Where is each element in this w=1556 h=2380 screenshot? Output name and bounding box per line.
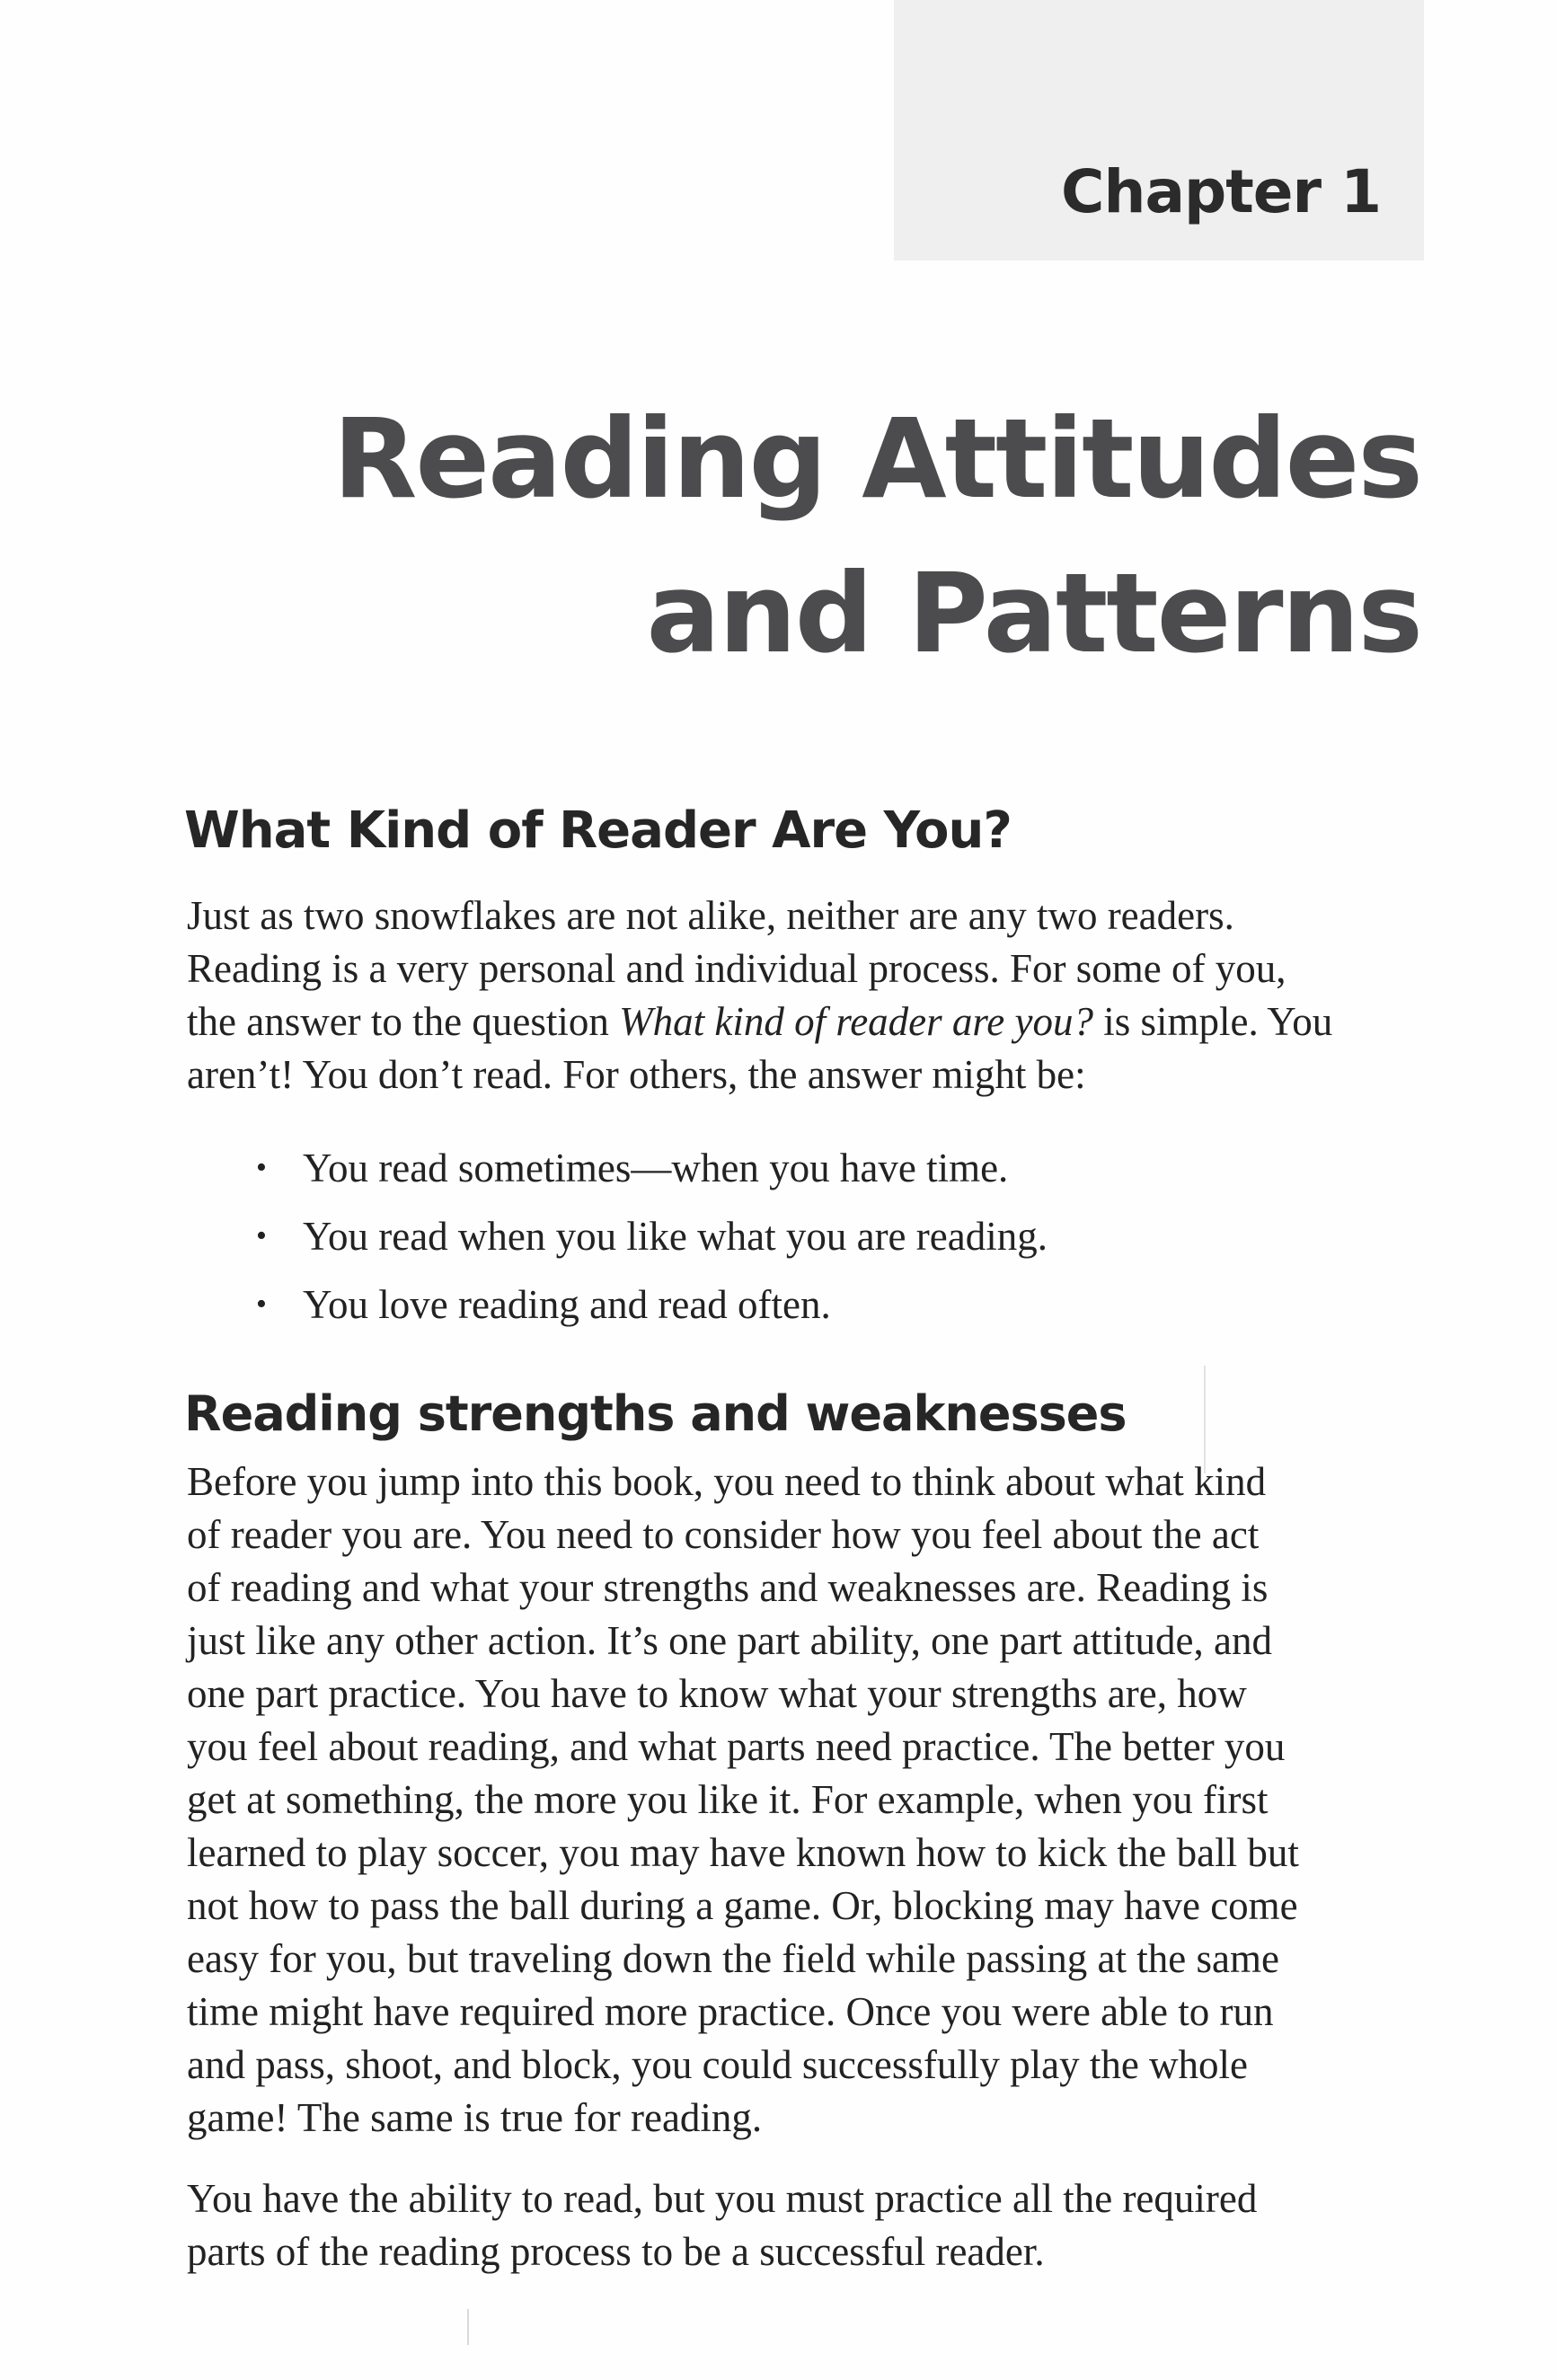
- bullet-icon: •: [256, 1287, 267, 1321]
- list-item: [256, 1202, 1048, 1270]
- paragraph-line: get at something, the more you like it. For example, when you first: [187, 1777, 1269, 1822]
- list-item-text: You love reading and read often.: [303, 1282, 831, 1327]
- paragraph-line: easy for you, but traveling down the field while passing at the same: [187, 1936, 1279, 1981]
- chapter-title: [332, 382, 1421, 691]
- paragraph-line: and pass, shoot, and block, you could successfully play the whole: [187, 2042, 1249, 2087]
- section-heading-reader-type: What Kind of Reader Are You?: [184, 801, 1012, 860]
- paragraph-line: game! The same is true for reading.: [187, 2095, 763, 2140]
- reader-type-list: [256, 1134, 1048, 1339]
- paragraph-line: parts of the reading process to be a successful reader.: [187, 2229, 1045, 2274]
- paragraph-line: of reading and what your strengths and weaknesses are. Reading is: [187, 1565, 1269, 1610]
- paragraph-line: you feel about reading, and what parts need practice. The better you: [187, 1724, 1286, 1769]
- paragraph-line: aren’t! You don’t read. For others, the answer might be:: [187, 1052, 1086, 1097]
- bullet-icon: •: [256, 1151, 267, 1184]
- paragraph-line: time might have required more practice. Once you were able to run: [187, 1989, 1274, 2034]
- bullet-icon: •: [256, 1219, 267, 1252]
- italic-question: What kind of reader are you?: [619, 999, 1093, 1044]
- paragraph-line: Reading is a very personal and individual process. For some of you,: [187, 946, 1286, 991]
- paragraph-line: Before you jump into this book, you need to think about what kind: [187, 1459, 1267, 1504]
- chapter-title-line-1: Reading Attitudes: [332, 395, 1421, 523]
- intro-paragraph: [187, 889, 1427, 1102]
- paragraph-text: the answer to the question: [187, 999, 620, 1044]
- section-heading-strengths: Reading strengths and weaknesses: [184, 1385, 1127, 1442]
- strengths-paragraph: [187, 1455, 1427, 2145]
- paragraph-text: is simple. You: [1092, 999, 1333, 1044]
- scan-mark: [467, 2309, 469, 2345]
- chapter-label: Chapter 1: [1061, 157, 1381, 226]
- paragraph-line: You have the ability to read, but you must practice all the required: [187, 2176, 1258, 2221]
- list-item-text: You read sometimes—when you have time.: [303, 1146, 1009, 1190]
- paragraph-line: learned to play soccer, you may have known how to kick the ball but: [187, 1830, 1299, 1875]
- list-item-text: You read when you like what you are reading.: [303, 1214, 1048, 1259]
- paragraph-line: just like any other action. It’s one part ability, one part attitude, and: [187, 1618, 1272, 1663]
- closing-paragraph: [187, 2172, 1427, 2278]
- paragraph-line: Just as two snowflakes are not alike, neither are any two readers.: [187, 893, 1234, 938]
- paragraph-line: [187, 995, 1427, 1048]
- list-item: [256, 1134, 1048, 1202]
- list-item: [256, 1270, 1048, 1339]
- paragraph-line: not how to pass the ball during a game. Or, blocking may have come: [187, 1883, 1298, 1928]
- paragraph-line: of reader you are. You need to consider how you feel about the act: [187, 1512, 1260, 1557]
- paragraph-line: one part practice. You have to know what your strengths are, how: [187, 1671, 1247, 1716]
- chapter-title-line-2: and Patterns: [646, 550, 1421, 677]
